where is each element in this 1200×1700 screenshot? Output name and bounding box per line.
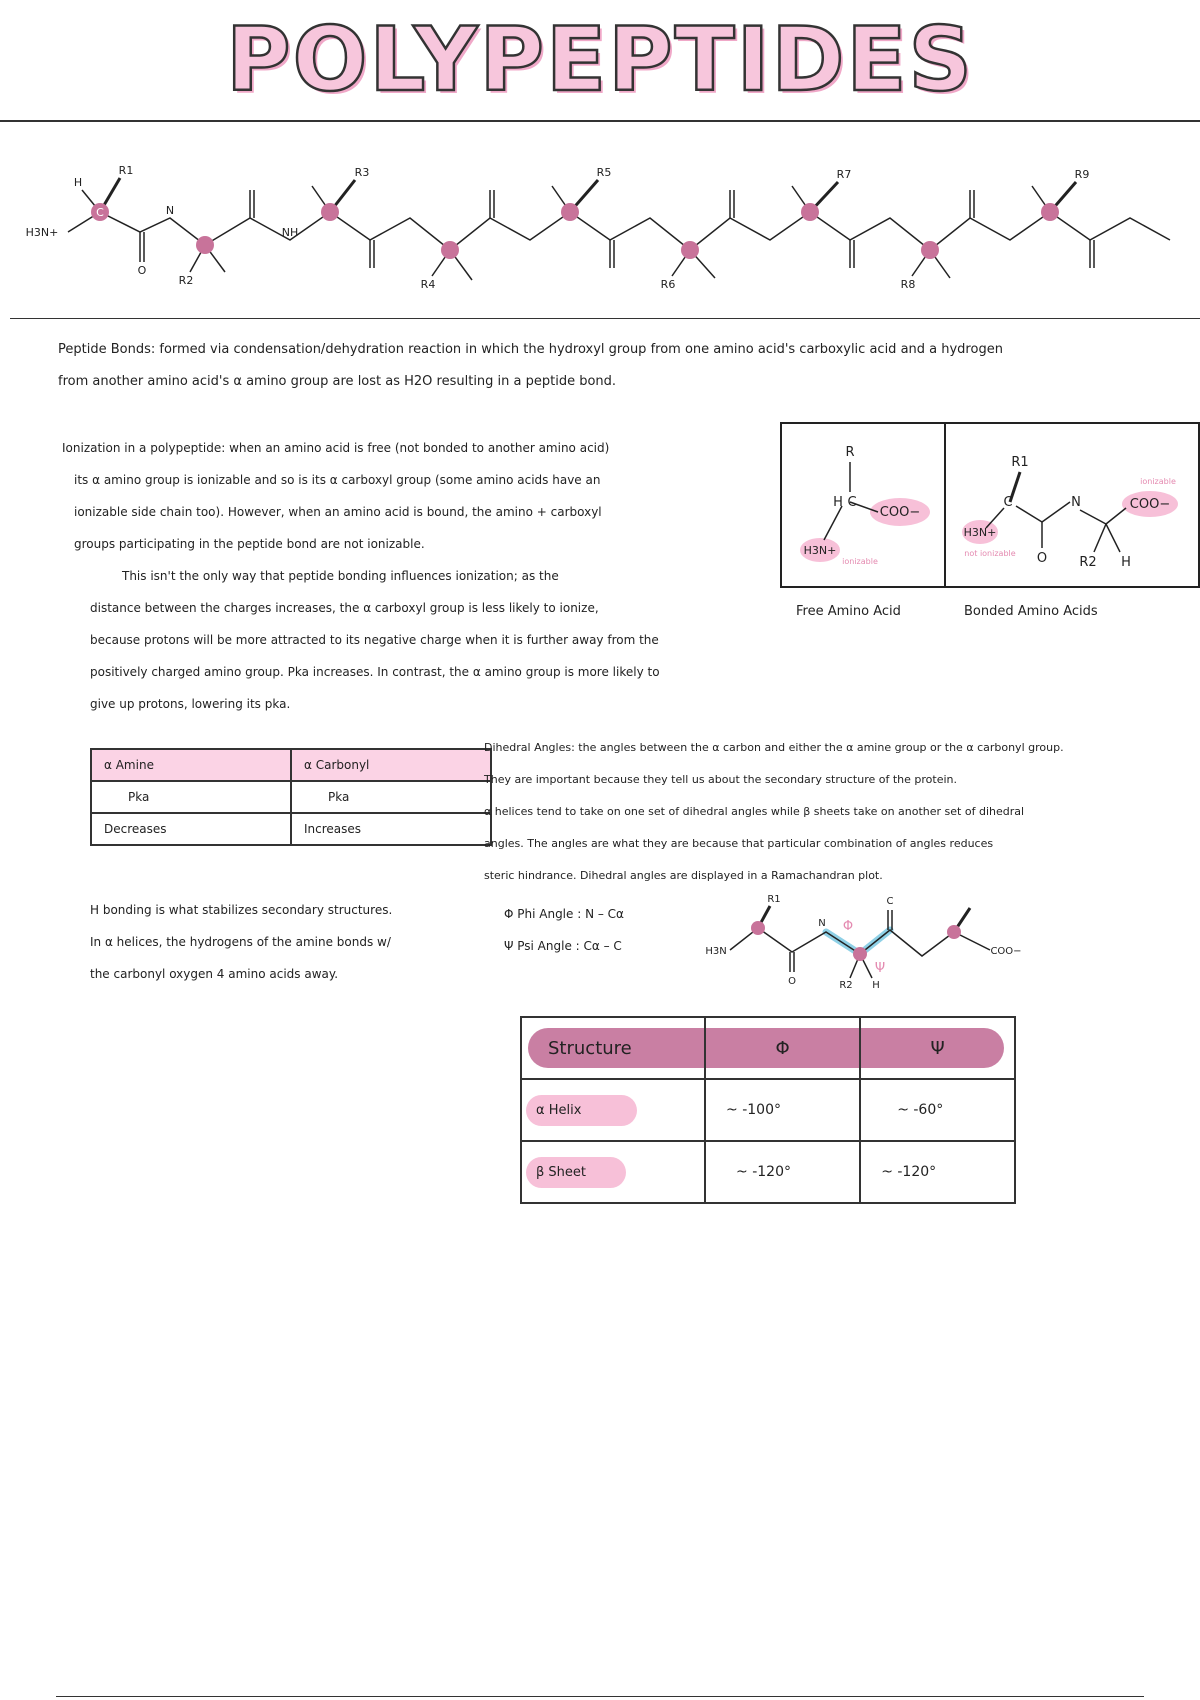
alpha-helix-cell (521, 1079, 705, 1141)
bonded-ionizable-note: ionizable (1140, 477, 1176, 486)
psi-symbol: Ψ (874, 961, 886, 976)
dihedral-alpha-carbon-3 (947, 925, 961, 939)
r-group-r1: R1 (118, 164, 134, 177)
alpha-carbon-8 (921, 241, 939, 259)
alpha-helix-psi: ~ -60° (860, 1079, 1015, 1141)
page-title (0, 0, 1200, 118)
free-c-label: C (847, 495, 857, 510)
ionization-line-9: give up protons, lowering its pka. (90, 697, 291, 711)
c-label: C (96, 206, 104, 219)
alpha-carbon-4 (441, 241, 459, 259)
angle-header-psi: Ψ (930, 1037, 945, 1059)
bonded-o-label: O (1036, 551, 1048, 566)
angle-row-beta-sheet (521, 1141, 1015, 1203)
n-label: N (165, 204, 175, 217)
nh-label: NH (281, 226, 299, 239)
bonded-r1-label: R1 (1011, 455, 1029, 470)
dihedral-nterm-label: H3N (705, 946, 727, 957)
free-coo-label: COO− (879, 505, 921, 520)
bonded-nh3-label: H3N+ (963, 526, 997, 539)
r-group-r9: R9 (1074, 168, 1090, 181)
alpha-carbon-2 (196, 236, 214, 254)
dihedral-o-label: O (788, 976, 796, 987)
peptide-bonds-line-1: Peptide Bonds: formed via condensation/dehydration reaction in which the hydroxyl group from one amino acid's carboxylic acid and a hydrogen (58, 342, 1003, 357)
r-group-r2: R2 (178, 274, 194, 287)
phi-symbol: Φ (842, 919, 854, 934)
r-group-r5: R5 (596, 166, 612, 179)
alpha-carbon-5 (561, 203, 579, 221)
alpha-carbon-7 (801, 203, 819, 221)
peptide-bonds-paragraph (58, 334, 1178, 398)
dihedral-r2-label: R2 (839, 980, 853, 990)
chain-backbone (68, 212, 1170, 250)
h-bonding-line-1: H bonding is what stabilizes secondary structures. (90, 903, 393, 917)
pka-row2-carbonyl: Increases (291, 813, 491, 845)
r-group-r7: R7 (836, 168, 852, 181)
alpha-carbon-3 (321, 203, 339, 221)
ionization-line-7: because protons will be more attracted to its negative charge when it is further away from the (90, 633, 659, 647)
ionization-line-3: ionizable side chain too). However, when an amino acid is bound, the amino + carboxyl (74, 505, 602, 519)
ionization-line-5: This isn't the only way that peptide bonding influences ionization; as the (122, 569, 559, 583)
dihedral-coo-label: COO− (990, 946, 1022, 957)
pka-header-amine: α Amine (91, 749, 291, 781)
r-group-r6: R6 (660, 278, 676, 291)
title-divider (0, 120, 1200, 122)
pka-row1-amine: Pka (91, 781, 291, 813)
r-group-r8: R8 (900, 278, 916, 291)
psi-angle-definition: Ψ Psi Angle : Cα – C (504, 939, 622, 953)
dihedral-line-4: angles. The angles are what they are because that particular combination of angles reduces (484, 837, 994, 850)
dihedral-alpha-carbon-1 (751, 921, 765, 935)
o-label: O (137, 264, 147, 277)
angle-header-structure-cell (521, 1017, 705, 1079)
alpha-carbon-9 (1041, 203, 1059, 221)
title-text: POLYPEPTIDES (226, 7, 974, 111)
ionization-paragraph (62, 432, 762, 720)
dihedral-h-label: H (872, 980, 880, 990)
r-group-r4: R4 (420, 278, 436, 291)
ionization-line-1: Ionization in a polypeptide: when an amino acid is free (not bonded to another amino acid) (62, 441, 610, 455)
pka-row1-carbonyl: Pka (291, 781, 491, 813)
beta-sheet-phi: ~ -120° (705, 1141, 860, 1203)
peptide-bonds-line-2: from another amino acid's α amino group are lost as H2O resulting in a peptide bond. (58, 374, 617, 389)
dihedral-line-5: steric hindrance. Dihedral angles are displayed in a Ramachandran plot. (484, 869, 883, 882)
free-h-label: H (833, 495, 843, 510)
dihedral-n-label: N (818, 918, 826, 929)
pka-header-carbonyl: α Carbonyl (291, 749, 491, 781)
ionization-line-6: distance between the charges increases, the α carboxyl group is less likely to ionize, (90, 601, 599, 615)
phi-psi-definitions (504, 898, 704, 962)
ionization-line-2: its α amino group is ionizable and so is its α carboxyl group (some amino acids have an (74, 473, 601, 487)
angle-row-alpha-helix (521, 1079, 1015, 1141)
bonded-h-label: H (1121, 555, 1131, 570)
dihedral-line-2: They are important because they tell us about the secondary structure of the protein. (484, 773, 957, 786)
polypeptide-chain (20, 150, 1200, 310)
free-nh3-label: H3N+ (803, 544, 837, 557)
beta-sheet-psi: ~ -120° (860, 1141, 1015, 1203)
h-bonding-paragraph (90, 894, 490, 990)
pka-row-1 (91, 781, 491, 813)
bonded-n-label: N (1071, 495, 1081, 510)
pka-row-2 (91, 813, 491, 845)
free-amino-acid-caption: Free Amino Acid (796, 604, 901, 619)
ionization-line-4: groups participating in the peptide bond are not ionizable. (74, 537, 425, 551)
bonded-r2-label: R2 (1079, 555, 1097, 570)
bottom-divider (56, 1696, 1144, 1697)
pka-table-header (91, 749, 491, 781)
bonded-coo-label: COO− (1129, 497, 1171, 512)
dihedral-r1-label: R1 (767, 894, 781, 905)
angle-table-header (521, 1017, 1015, 1079)
chain-divider (10, 318, 1200, 319)
h-bonding-line-3: the carbonyl oxygen 4 amino acids away. (90, 967, 339, 981)
h-bonding-line-2: In α helices, the hydrogens of the amine bonds w/ (90, 935, 391, 949)
pka-row2-amine: Decreases (91, 813, 291, 845)
free-r-label: R (845, 445, 855, 460)
alpha-carbon-6 (681, 241, 699, 259)
pka-table (90, 748, 492, 846)
phi-angle-definition: Φ Phi Angle : N – Cα (504, 907, 624, 921)
dihedral-diagram (700, 890, 1030, 990)
h-label: H (73, 176, 83, 189)
dihedral-angle-table (520, 1016, 1016, 1204)
free-ionizable-note: ionizable (842, 557, 878, 566)
n-terminus-label: H3N+ (25, 226, 59, 239)
dihedral-alpha-carbon-2 (853, 947, 867, 961)
angle-header-structure: Structure (548, 1037, 632, 1059)
dihedral-angles-paragraph (484, 732, 1200, 892)
alpha-helix-label: α Helix (526, 1095, 637, 1126)
angle-header-phi-cell (705, 1017, 860, 1079)
angle-header-psi-cell (860, 1017, 1015, 1079)
bonded-c-label: C (1003, 495, 1013, 510)
dihedral-line-1: Dihedral Angles: the angles between the α carbon and either the α amine group or the α carbonyl group. (484, 741, 1064, 754)
bonded-not-ionizable-note: not ionizable (964, 549, 1016, 558)
ionization-line-8: positively charged amino group. Pka increases. In contrast, the α amino group is more likely to (90, 665, 660, 679)
beta-sheet-cell (521, 1141, 705, 1203)
alpha-helix-phi: ~ -100° (705, 1079, 860, 1141)
dihedral-line-3: α helices tend to take on one set of dihedral angles while β sheets take on another set of dihedral (484, 805, 1025, 818)
beta-sheet-label: β Sheet (526, 1157, 626, 1188)
dihedral-c-label: C (886, 896, 894, 907)
r-group-r3: R3 (354, 166, 370, 179)
bonded-amino-acids-caption: Bonded Amino Acids (964, 604, 1098, 619)
amino-acid-box (780, 422, 1200, 588)
angle-header-phi: Φ (775, 1037, 790, 1059)
